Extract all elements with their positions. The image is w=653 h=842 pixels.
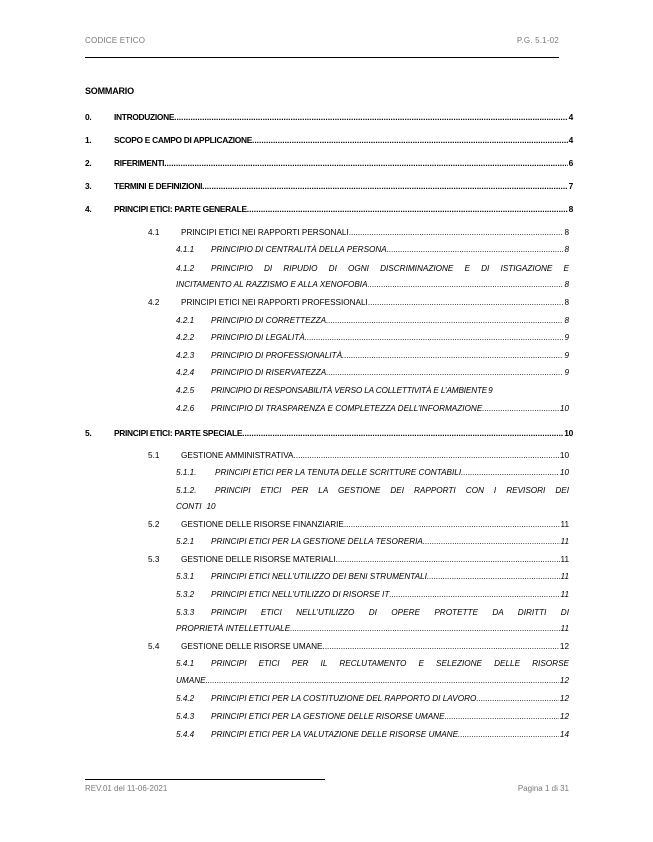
toc-page: 11	[560, 537, 569, 546]
toc-number: 4.1.1	[176, 245, 195, 254]
toc-number: 4.2.2	[176, 333, 195, 342]
toc-entry[interactable]	[176, 676, 569, 686]
toc-title: PRINCIPIO DI LEGALITÀ	[211, 333, 305, 342]
toc-number: 4.	[85, 204, 92, 214]
toc-number: 1.	[85, 135, 92, 145]
toc-page: 10	[206, 502, 216, 511]
toc-title: PRINCIPI ETICI NEI RAPPORTI PROFESSIONALI	[181, 298, 368, 307]
toc-title: PRINCIPIO DI TRASPARENZA E COMPLETEZZA DELL’INFORMAZIONE	[211, 404, 483, 413]
toc-number: 4.1.2	[176, 264, 195, 273]
footer-right: Pagina 1 di 31	[517, 784, 569, 793]
toc-page: 8	[564, 228, 569, 237]
toc-page: 10	[559, 404, 569, 413]
toc-entry[interactable]	[176, 730, 569, 740]
toc-title: INTRODUZIONE	[114, 112, 175, 122]
toc-page: 14	[559, 730, 569, 739]
toc-page: 12	[559, 642, 569, 651]
toc-page: 11	[560, 555, 569, 564]
toc-title: PRINCIPI ETICI: PARTE SPECIALE	[114, 428, 243, 438]
toc-entry[interactable]	[176, 502, 569, 512]
toc-entry[interactable]	[176, 694, 569, 704]
toc-title: GESTIONE DELLE RISORSE UMANE	[181, 642, 323, 651]
toc-entry[interactable]	[85, 181, 573, 191]
toc-entry[interactable]	[148, 298, 569, 308]
toc-number: 4.2.1	[176, 316, 195, 325]
toc-page: 8	[568, 204, 573, 214]
header-right: P.G. 5.1-02	[516, 36, 559, 45]
toc-title: CONTI	[176, 502, 202, 511]
toc-title: UMANE	[176, 676, 206, 685]
toc-title: PRINCIPI ETICI PER LA VALUTAZIONE DELLE RISORSE UMANE	[211, 730, 459, 739]
toc-entry-first-line[interactable]	[176, 659, 569, 669]
toc-entry[interactable]	[85, 135, 573, 145]
toc-entry[interactable]	[85, 112, 573, 122]
toc-number: 4.2	[148, 298, 160, 307]
toc-entry[interactable]	[176, 712, 569, 722]
toc-title: PRINCIPI ETICI NELL’UTILIZZO DEI BENI STRUMENTALI	[211, 572, 427, 581]
toc-page: 12	[559, 712, 569, 721]
toc-number: 0.	[85, 112, 92, 122]
toc-title: TERMINI E DEFINIZIONI	[114, 181, 203, 191]
toc-title-line1: PRINCIPI ETICI NELL’UTILIZZO DI OPERE PROTETTE DA DIRITTI DI	[211, 608, 569, 617]
toc-entry[interactable]	[85, 428, 573, 438]
toc-number: 5.3.1	[176, 572, 195, 581]
toc-number: 3.	[85, 181, 92, 191]
toc-entry[interactable]	[176, 386, 569, 396]
toc-entry[interactable]	[176, 368, 569, 378]
toc-entry[interactable]	[148, 520, 569, 530]
toc-title: GESTIONE DELLE RISORSE MATERIALI	[181, 555, 336, 564]
toc-title: PRINCIPIO DI CENTRALITÀ DELLA PERSONA	[211, 245, 387, 254]
toc-title: PRINCIPI ETICI PER LA TENUTA DELLE SCRITTURE CONTABILI	[215, 468, 462, 477]
toc-entry[interactable]	[176, 572, 569, 582]
toc-title: GESTIONE AMMINISTRATIVA	[181, 451, 294, 460]
toc-number: 4.2.6	[176, 404, 195, 413]
toc-page: 10	[559, 451, 569, 460]
toc-page: 10	[559, 468, 569, 477]
toc-entry[interactable]	[176, 590, 569, 600]
toc-number: 5.4.3	[176, 712, 195, 721]
toc-title: PROPRIETÀ INTELLETTUALE	[176, 624, 291, 633]
toc-page: 8	[564, 245, 569, 254]
header-left: CODICE ETICO	[85, 36, 146, 45]
toc-entry[interactable]	[176, 537, 569, 547]
toc-entry[interactable]	[148, 228, 569, 238]
toc-page: 10	[564, 428, 573, 438]
toc-title: PRINCIPI ETICI NELL’UTILIZZO DI RISORSE IT	[211, 590, 390, 599]
toc-title: PRINCIPI ETICI: PARTE GENERALE	[114, 204, 247, 214]
toc-entry-first-line[interactable]	[176, 486, 569, 496]
toc-number: 4.2.5	[176, 386, 195, 395]
toc-entry[interactable]	[148, 555, 569, 565]
toc-title: PRINCIPI ETICI NEI RAPPORTI PERSONALI	[181, 228, 349, 237]
toc-entry[interactable]	[176, 351, 569, 361]
toc-page: 4	[568, 112, 573, 122]
toc-heading: SOMMARIO	[85, 86, 134, 96]
toc-entry[interactable]	[176, 280, 569, 290]
toc-entry-first-line[interactable]	[176, 608, 569, 618]
toc-title-line1: PRINCIPIO DI RIPUDIO DI OGNI DISCRIMINAZIONE E DI ISTIGAZIONE E	[211, 264, 569, 273]
toc-number: 5.2	[148, 520, 160, 529]
toc-title-line1: PRINCIPI ETICI PER LA GESTIONE DEI RAPPORTI CON I REVISORI DEI	[215, 486, 569, 495]
toc-title: PRINCIPIO DI CORRETTEZZA	[211, 316, 327, 325]
toc-page: 8	[564, 280, 569, 289]
toc-number: 5.2.1	[176, 537, 195, 546]
toc-number: 5.4.4	[176, 730, 195, 739]
header-rule	[85, 57, 559, 58]
toc-number: 4.2.4	[176, 368, 195, 377]
toc-page: 12	[559, 676, 569, 685]
footer-rule	[85, 779, 325, 780]
toc-title: PRINCIPI ETICI PER LA GESTIONE DELLE RISORSE UMANE	[211, 712, 445, 721]
toc-entry[interactable]	[148, 642, 569, 652]
toc-title: PRINCIPIO DI RESPONSABILITÀ VERSO LA COLLETTIVITÀ E L’AMBIENTE	[211, 386, 488, 395]
toc-number: 5.3.2	[176, 590, 195, 599]
toc-page: 9	[564, 368, 569, 377]
toc-entry[interactable]	[176, 468, 569, 478]
toc-entry[interactable]	[176, 333, 569, 343]
toc-number: 5.1	[148, 451, 160, 460]
toc-entry[interactable]	[176, 316, 569, 326]
toc-number: 5.3.3	[176, 608, 195, 617]
toc-title: PRINCIPI ETICI PER LA GESTIONE DELLA TESORERIA	[211, 537, 423, 546]
toc-number: 5.	[85, 428, 92, 438]
toc-number: 2.	[85, 158, 92, 168]
toc-entry[interactable]	[85, 204, 573, 214]
toc-title: RIFERIMENTI	[114, 158, 165, 168]
toc-page: 9	[564, 351, 569, 360]
toc-entry[interactable]	[85, 158, 573, 168]
toc-page: 12	[559, 694, 569, 703]
toc-entry[interactable]	[176, 624, 569, 634]
toc-number: 5.3	[148, 555, 160, 564]
toc-title: PRINCIPI ETICI PER LA COSTITUZIONE DEL RAPPORTO DI LAVORO	[211, 694, 477, 703]
toc-title: SCOPO E CAMPO DI APPLICAZIONE	[114, 135, 253, 145]
toc-page: 8	[564, 298, 569, 307]
toc-page: 11	[560, 590, 569, 599]
toc-page: 11	[560, 624, 569, 633]
toc-page: 9	[488, 386, 493, 395]
toc-page: 4	[568, 135, 573, 145]
toc-entry[interactable]	[148, 451, 569, 461]
toc-page: 6	[568, 158, 573, 168]
toc-entry[interactable]	[176, 245, 569, 255]
toc-page: 8	[564, 316, 569, 325]
toc-title: GESTIONE DELLE RISORSE FINANZIARIE	[181, 520, 344, 529]
footer-left: REV.01 del 11-06-2021	[85, 784, 168, 793]
toc-number: 4.2.3	[176, 351, 195, 360]
toc-page: 11	[560, 520, 569, 529]
toc-title: PRINCIPIO DI PROFESSIONALITÀ	[211, 351, 343, 360]
toc-number: 5.4.1	[176, 659, 195, 668]
toc-entry-first-line[interactable]	[176, 264, 569, 274]
toc-number: 5.4	[148, 642, 160, 651]
toc-number: 5.4.2	[176, 694, 195, 703]
toc-title: INCITAMENTO AL RAZZISMO E ALLA XENOFOBIA	[176, 280, 368, 289]
toc-page: 9	[564, 333, 569, 342]
toc-number: 4.1	[148, 228, 160, 237]
toc-page: 7	[568, 181, 573, 191]
toc-title-line1: PRINCIPI ETICI PER IL RECLUTAMENTO E SELEZIONE DELLE RISORSE	[211, 659, 569, 668]
toc-title: PRINCIPIO DI RISERVATEZZA	[211, 368, 327, 377]
toc-number: 5.1.1.	[176, 468, 197, 477]
toc-page: 11	[560, 572, 569, 581]
toc-number: 5.1.2.	[176, 486, 197, 495]
toc-entry[interactable]	[176, 404, 569, 414]
